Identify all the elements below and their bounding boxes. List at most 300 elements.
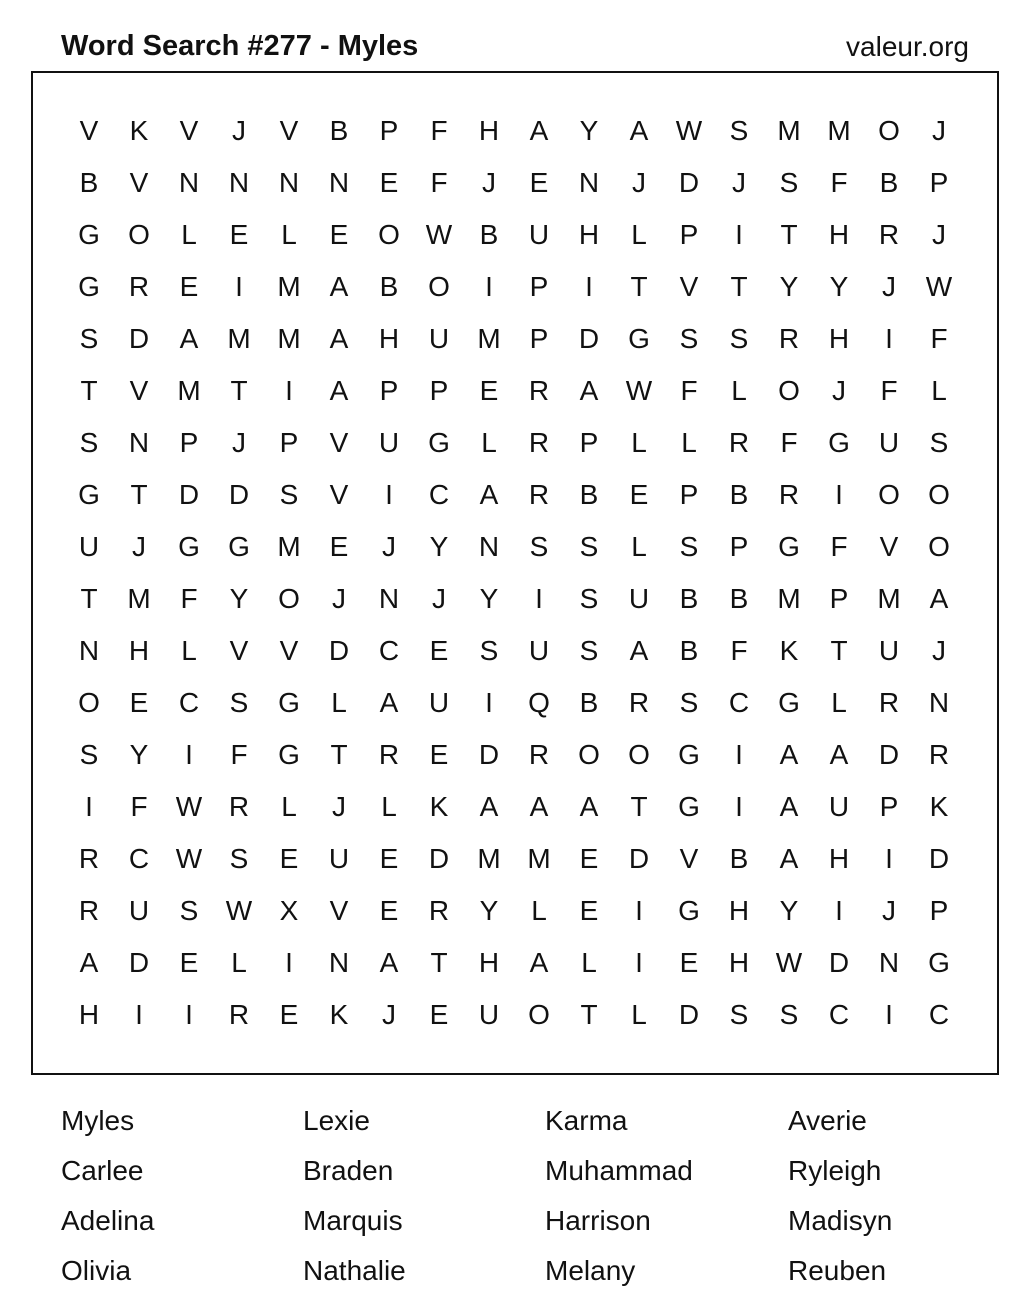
- grid-cell[interactable]: O: [878, 479, 900, 510]
- grid-cell[interactable]: U: [328, 843, 350, 874]
- grid-cell[interactable]: G: [828, 427, 850, 458]
- grid-cell[interactable]: F: [430, 115, 448, 146]
- grid-cell[interactable]: U: [478, 999, 500, 1030]
- grid-cell[interactable]: L: [731, 375, 747, 406]
- grid-cell[interactable]: C: [928, 999, 950, 1030]
- grid-cell[interactable]: L: [631, 999, 647, 1030]
- grid-cell[interactable]: L: [831, 687, 847, 718]
- grid-cell[interactable]: I: [585, 271, 593, 302]
- grid-cell[interactable]: S: [929, 427, 949, 458]
- grid-cell[interactable]: J: [232, 427, 246, 458]
- grid-cell[interactable]: S: [79, 427, 99, 458]
- grid-cell[interactable]: N: [278, 167, 300, 198]
- grid-cell[interactable]: M: [777, 115, 801, 146]
- grid-cell[interactable]: K: [129, 115, 149, 146]
- grid-cell[interactable]: N: [478, 531, 500, 562]
- grid-cell[interactable]: B: [329, 115, 349, 146]
- grid-cell[interactable]: R: [528, 427, 550, 458]
- grid-cell[interactable]: F: [430, 167, 448, 198]
- grid-cell[interactable]: B: [579, 687, 599, 718]
- grid-cell[interactable]: I: [235, 271, 243, 302]
- grid-cell[interactable]: C: [728, 687, 750, 718]
- grid-cell[interactable]: P: [679, 479, 699, 510]
- grid-cell[interactable]: A: [179, 323, 199, 354]
- grid-cell[interactable]: P: [529, 271, 549, 302]
- grid-cell[interactable]: I: [835, 895, 843, 926]
- grid-cell[interactable]: S: [529, 531, 549, 562]
- grid-cell[interactable]: I: [185, 999, 193, 1030]
- grid-cell[interactable]: F: [880, 375, 898, 406]
- grid-cell[interactable]: O: [278, 583, 300, 614]
- grid-cell[interactable]: F: [830, 167, 848, 198]
- grid-cell[interactable]: U: [878, 427, 900, 458]
- grid-cell[interactable]: U: [78, 531, 100, 562]
- grid-cell[interactable]: H: [578, 219, 600, 250]
- grid-cell[interactable]: T: [630, 791, 648, 822]
- grid-cell[interactable]: S: [729, 999, 749, 1030]
- grid-cell[interactable]: T: [630, 271, 648, 302]
- grid-cell[interactable]: I: [385, 479, 393, 510]
- grid-cell[interactable]: E: [529, 167, 549, 198]
- grid-cell[interactable]: A: [929, 583, 949, 614]
- grid-cell[interactable]: C: [178, 687, 200, 718]
- grid-cell[interactable]: Q: [528, 687, 550, 718]
- grid-cell[interactable]: K: [929, 791, 949, 822]
- grid-cell[interactable]: S: [779, 167, 799, 198]
- grid-cell[interactable]: Y: [479, 583, 499, 614]
- grid-cell[interactable]: B: [679, 635, 699, 666]
- grid-cell[interactable]: L: [481, 427, 497, 458]
- grid-cell[interactable]: V: [279, 115, 299, 146]
- grid-cell[interactable]: P: [579, 427, 599, 458]
- grid-cell[interactable]: J: [132, 531, 146, 562]
- grid-cell[interactable]: O: [928, 479, 950, 510]
- grid-cell[interactable]: D: [628, 843, 650, 874]
- grid-cell[interactable]: N: [78, 635, 100, 666]
- grid-cell[interactable]: S: [179, 895, 199, 926]
- grid-cell[interactable]: G: [278, 687, 300, 718]
- grid-cell[interactable]: E: [279, 999, 299, 1030]
- grid-cell[interactable]: O: [628, 739, 650, 770]
- grid-cell[interactable]: F: [730, 635, 748, 666]
- grid-cell[interactable]: O: [878, 115, 900, 146]
- grid-cell[interactable]: A: [529, 115, 549, 146]
- grid-cell[interactable]: O: [78, 687, 100, 718]
- grid-cell[interactable]: U: [828, 791, 850, 822]
- grid-cell[interactable]: F: [780, 427, 798, 458]
- grid-cell[interactable]: A: [629, 635, 649, 666]
- grid-cell[interactable]: P: [929, 895, 949, 926]
- grid-cell[interactable]: U: [378, 427, 400, 458]
- grid-cell[interactable]: T: [130, 479, 148, 510]
- grid-cell[interactable]: G: [78, 479, 100, 510]
- grid-cell[interactable]: A: [379, 687, 399, 718]
- grid-cell[interactable]: W: [225, 895, 253, 926]
- grid-cell[interactable]: Y: [779, 895, 799, 926]
- grid-cell[interactable]: Y: [129, 739, 149, 770]
- grid-cell[interactable]: B: [879, 167, 899, 198]
- grid-cell[interactable]: F: [930, 323, 948, 354]
- grid-cell[interactable]: A: [779, 739, 799, 770]
- grid-cell[interactable]: S: [579, 531, 599, 562]
- grid-cell[interactable]: L: [631, 531, 647, 562]
- grid-cell[interactable]: P: [929, 167, 949, 198]
- grid-cell[interactable]: J: [932, 635, 946, 666]
- grid-cell[interactable]: F: [180, 583, 198, 614]
- grid-cell[interactable]: H: [128, 635, 150, 666]
- grid-cell[interactable]: W: [425, 219, 453, 250]
- grid-cell[interactable]: U: [428, 323, 450, 354]
- grid-cell[interactable]: I: [735, 219, 743, 250]
- grid-cell[interactable]: O: [928, 531, 950, 562]
- grid-cell[interactable]: J: [882, 895, 896, 926]
- grid-cell[interactable]: S: [729, 115, 749, 146]
- grid-cell[interactable]: J: [882, 271, 896, 302]
- grid-cell[interactable]: M: [277, 271, 301, 302]
- grid-cell[interactable]: L: [281, 219, 297, 250]
- grid-cell[interactable]: J: [382, 531, 396, 562]
- grid-cell[interactable]: L: [631, 427, 647, 458]
- grid-cell[interactable]: S: [679, 323, 699, 354]
- grid-cell[interactable]: R: [128, 271, 150, 302]
- grid-cell[interactable]: G: [928, 947, 950, 978]
- grid-cell[interactable]: E: [379, 167, 399, 198]
- grid-cell[interactable]: R: [778, 323, 800, 354]
- grid-cell[interactable]: Y: [479, 895, 499, 926]
- grid-cell[interactable]: M: [827, 115, 851, 146]
- grid-cell[interactable]: I: [735, 739, 743, 770]
- grid-cell[interactable]: I: [85, 791, 93, 822]
- grid-cell[interactable]: A: [529, 791, 549, 822]
- grid-cell[interactable]: S: [579, 635, 599, 666]
- grid-cell[interactable]: L: [281, 791, 297, 822]
- grid-cell[interactable]: D: [478, 739, 500, 770]
- grid-cell[interactable]: O: [428, 271, 450, 302]
- grid-cell[interactable]: A: [579, 791, 599, 822]
- grid-cell[interactable]: F: [130, 791, 148, 822]
- grid-cell[interactable]: B: [379, 271, 399, 302]
- grid-cell[interactable]: L: [931, 375, 947, 406]
- grid-cell[interactable]: D: [678, 167, 700, 198]
- grid-cell[interactable]: A: [379, 947, 399, 978]
- grid-cell[interactable]: H: [378, 323, 400, 354]
- grid-cell[interactable]: J: [432, 583, 446, 614]
- grid-cell[interactable]: G: [178, 531, 200, 562]
- grid-cell[interactable]: P: [379, 375, 399, 406]
- grid-cell[interactable]: B: [729, 843, 749, 874]
- grid-cell[interactable]: R: [228, 791, 250, 822]
- grid-cell[interactable]: S: [479, 635, 499, 666]
- grid-cell[interactable]: M: [277, 323, 301, 354]
- grid-cell[interactable]: E: [429, 999, 449, 1030]
- grid-cell[interactable]: T: [430, 947, 448, 978]
- grid-cell[interactable]: D: [928, 843, 950, 874]
- grid-cell[interactable]: I: [135, 999, 143, 1030]
- grid-cell[interactable]: E: [429, 635, 449, 666]
- grid-cell[interactable]: B: [579, 479, 599, 510]
- grid-cell[interactable]: U: [528, 635, 550, 666]
- grid-cell[interactable]: I: [885, 843, 893, 874]
- grid-cell[interactable]: E: [279, 843, 299, 874]
- grid-cell[interactable]: H: [728, 895, 750, 926]
- grid-cell[interactable]: E: [579, 843, 599, 874]
- grid-cell[interactable]: J: [332, 791, 346, 822]
- grid-cell[interactable]: A: [829, 739, 849, 770]
- grid-cell[interactable]: G: [428, 427, 450, 458]
- grid-cell[interactable]: C: [128, 843, 150, 874]
- grid-cell[interactable]: S: [679, 531, 699, 562]
- grid-cell[interactable]: P: [179, 427, 199, 458]
- grid-cell[interactable]: W: [675, 115, 703, 146]
- grid-cell[interactable]: V: [329, 427, 349, 458]
- grid-cell[interactable]: P: [279, 427, 299, 458]
- grid-cell[interactable]: E: [329, 219, 349, 250]
- grid-cell[interactable]: V: [279, 635, 299, 666]
- grid-cell[interactable]: R: [628, 687, 650, 718]
- grid-cell[interactable]: H: [828, 323, 850, 354]
- grid-cell[interactable]: A: [579, 375, 599, 406]
- grid-cell[interactable]: S: [729, 323, 749, 354]
- grid-cell[interactable]: I: [885, 323, 893, 354]
- grid-cell[interactable]: J: [732, 167, 746, 198]
- grid-cell[interactable]: I: [285, 375, 293, 406]
- grid-cell[interactable]: E: [629, 479, 649, 510]
- grid-cell[interactable]: R: [778, 479, 800, 510]
- grid-cell[interactable]: O: [528, 999, 550, 1030]
- grid-cell[interactable]: D: [128, 947, 150, 978]
- grid-cell[interactable]: M: [527, 843, 551, 874]
- grid-cell[interactable]: B: [79, 167, 99, 198]
- grid-cell[interactable]: A: [479, 791, 499, 822]
- grid-cell[interactable]: V: [79, 115, 99, 146]
- grid-cell[interactable]: N: [928, 687, 950, 718]
- grid-cell[interactable]: P: [879, 791, 899, 822]
- grid-cell[interactable]: S: [579, 583, 599, 614]
- grid-cell[interactable]: L: [631, 219, 647, 250]
- grid-cell[interactable]: R: [78, 843, 100, 874]
- grid-cell[interactable]: W: [775, 947, 803, 978]
- grid-cell[interactable]: F: [830, 531, 848, 562]
- grid-cell[interactable]: T: [80, 375, 98, 406]
- grid-cell[interactable]: A: [329, 271, 349, 302]
- grid-cell[interactable]: I: [735, 791, 743, 822]
- grid-cell[interactable]: I: [535, 583, 543, 614]
- grid-cell[interactable]: A: [779, 791, 799, 822]
- grid-cell[interactable]: R: [228, 999, 250, 1030]
- grid-cell[interactable]: S: [229, 687, 249, 718]
- grid-cell[interactable]: T: [780, 219, 798, 250]
- grid-cell[interactable]: D: [228, 479, 250, 510]
- grid-cell[interactable]: U: [428, 687, 450, 718]
- grid-cell[interactable]: C: [378, 635, 400, 666]
- grid-cell[interactable]: R: [78, 895, 100, 926]
- grid-cell[interactable]: R: [528, 479, 550, 510]
- grid-cell[interactable]: R: [728, 427, 750, 458]
- grid-cell[interactable]: T: [80, 583, 98, 614]
- grid-cell[interactable]: G: [278, 739, 300, 770]
- grid-cell[interactable]: W: [925, 271, 953, 302]
- grid-cell[interactable]: R: [528, 375, 550, 406]
- grid-cell[interactable]: V: [679, 271, 699, 302]
- grid-cell[interactable]: J: [232, 115, 246, 146]
- grid-cell[interactable]: Y: [779, 271, 799, 302]
- grid-cell[interactable]: G: [678, 739, 700, 770]
- grid-cell[interactable]: W: [175, 791, 203, 822]
- grid-cell[interactable]: N: [328, 167, 350, 198]
- grid-cell[interactable]: J: [632, 167, 646, 198]
- grid-cell[interactable]: P: [379, 115, 399, 146]
- grid-cell[interactable]: J: [932, 219, 946, 250]
- grid-cell[interactable]: G: [778, 531, 800, 562]
- grid-cell[interactable]: R: [878, 219, 900, 250]
- grid-cell[interactable]: A: [529, 947, 549, 978]
- grid-cell[interactable]: S: [229, 843, 249, 874]
- grid-cell[interactable]: E: [379, 843, 399, 874]
- grid-cell[interactable]: J: [932, 115, 946, 146]
- grid-cell[interactable]: R: [878, 687, 900, 718]
- grid-cell[interactable]: J: [332, 583, 346, 614]
- grid-cell[interactable]: E: [329, 531, 349, 562]
- grid-cell[interactable]: N: [178, 167, 200, 198]
- grid-cell[interactable]: D: [128, 323, 150, 354]
- grid-cell[interactable]: F: [680, 375, 698, 406]
- grid-cell[interactable]: T: [730, 271, 748, 302]
- grid-cell[interactable]: G: [678, 895, 700, 926]
- grid-cell[interactable]: U: [628, 583, 650, 614]
- grid-cell[interactable]: V: [129, 375, 149, 406]
- grid-cell[interactable]: C: [428, 479, 450, 510]
- grid-cell[interactable]: I: [485, 271, 493, 302]
- grid-cell[interactable]: D: [328, 635, 350, 666]
- grid-cell[interactable]: M: [127, 583, 151, 614]
- grid-cell[interactable]: K: [329, 999, 349, 1030]
- grid-cell[interactable]: T: [580, 999, 598, 1030]
- grid-cell[interactable]: E: [229, 219, 249, 250]
- grid-cell[interactable]: I: [485, 687, 493, 718]
- grid-cell[interactable]: O: [778, 375, 800, 406]
- grid-cell[interactable]: I: [635, 947, 643, 978]
- grid-cell[interactable]: T: [830, 635, 848, 666]
- grid-cell[interactable]: L: [581, 947, 597, 978]
- grid-cell[interactable]: X: [279, 895, 299, 926]
- grid-cell[interactable]: P: [679, 219, 699, 250]
- grid-cell[interactable]: U: [528, 219, 550, 250]
- grid-cell[interactable]: A: [779, 843, 799, 874]
- grid-cell[interactable]: D: [828, 947, 850, 978]
- grid-cell[interactable]: O: [128, 219, 150, 250]
- grid-cell[interactable]: G: [78, 271, 100, 302]
- grid-cell[interactable]: E: [129, 687, 149, 718]
- grid-cell[interactable]: P: [529, 323, 549, 354]
- grid-cell[interactable]: N: [578, 167, 600, 198]
- grid-cell[interactable]: E: [579, 895, 599, 926]
- grid-cell[interactable]: G: [678, 791, 700, 822]
- grid-cell[interactable]: D: [428, 843, 450, 874]
- grid-cell[interactable]: G: [78, 219, 100, 250]
- grid-cell[interactable]: Y: [229, 583, 249, 614]
- grid-cell[interactable]: H: [828, 219, 850, 250]
- grid-cell[interactable]: R: [378, 739, 400, 770]
- grid-cell[interactable]: W: [625, 375, 653, 406]
- grid-cell[interactable]: N: [128, 427, 150, 458]
- grid-cell[interactable]: U: [878, 635, 900, 666]
- grid-cell[interactable]: M: [277, 531, 301, 562]
- grid-cell[interactable]: L: [181, 219, 197, 250]
- grid-cell[interactable]: H: [78, 999, 100, 1030]
- grid-cell[interactable]: M: [227, 323, 251, 354]
- grid-cell[interactable]: S: [79, 739, 99, 770]
- grid-cell[interactable]: A: [79, 947, 99, 978]
- grid-cell[interactable]: A: [479, 479, 499, 510]
- grid-cell[interactable]: C: [828, 999, 850, 1030]
- grid-cell[interactable]: R: [528, 739, 550, 770]
- grid-cell[interactable]: V: [679, 843, 699, 874]
- grid-cell[interactable]: E: [179, 271, 199, 302]
- grid-cell[interactable]: L: [181, 635, 197, 666]
- grid-cell[interactable]: V: [229, 635, 249, 666]
- grid-cell[interactable]: B: [679, 583, 699, 614]
- grid-cell[interactable]: A: [329, 375, 349, 406]
- grid-cell[interactable]: G: [778, 687, 800, 718]
- grid-cell[interactable]: S: [679, 687, 699, 718]
- grid-cell[interactable]: E: [379, 895, 399, 926]
- grid-cell[interactable]: V: [329, 479, 349, 510]
- grid-cell[interactable]: Y: [429, 531, 449, 562]
- grid-cell[interactable]: M: [477, 843, 501, 874]
- grid-cell[interactable]: P: [429, 375, 449, 406]
- grid-cell[interactable]: H: [828, 843, 850, 874]
- grid-cell[interactable]: N: [228, 167, 250, 198]
- grid-cell[interactable]: L: [381, 791, 397, 822]
- grid-cell[interactable]: V: [179, 115, 199, 146]
- grid-cell[interactable]: S: [79, 323, 99, 354]
- grid-cell[interactable]: L: [231, 947, 247, 978]
- grid-cell[interactable]: B: [729, 479, 749, 510]
- grid-cell[interactable]: G: [628, 323, 650, 354]
- grid-cell[interactable]: D: [578, 323, 600, 354]
- grid-cell[interactable]: S: [279, 479, 299, 510]
- grid-cell[interactable]: L: [681, 427, 697, 458]
- grid-cell[interactable]: S: [779, 999, 799, 1030]
- grid-cell[interactable]: N: [378, 583, 400, 614]
- grid-cell[interactable]: D: [178, 479, 200, 510]
- grid-cell[interactable]: T: [230, 375, 248, 406]
- grid-cell[interactable]: N: [878, 947, 900, 978]
- grid-cell[interactable]: B: [729, 583, 749, 614]
- grid-cell[interactable]: B: [479, 219, 499, 250]
- grid-cell[interactable]: I: [885, 999, 893, 1030]
- grid-cell[interactable]: J: [382, 999, 396, 1030]
- grid-cell[interactable]: I: [835, 479, 843, 510]
- grid-cell[interactable]: M: [877, 583, 901, 614]
- grid-cell[interactable]: R: [428, 895, 450, 926]
- grid-cell[interactable]: J: [482, 167, 496, 198]
- grid-cell[interactable]: D: [678, 999, 700, 1030]
- grid-cell[interactable]: G: [228, 531, 250, 562]
- grid-cell[interactable]: O: [578, 739, 600, 770]
- grid-cell[interactable]: K: [779, 635, 799, 666]
- grid-cell[interactable]: D: [878, 739, 900, 770]
- grid-cell[interactable]: E: [679, 947, 699, 978]
- grid-cell[interactable]: I: [635, 895, 643, 926]
- grid-cell[interactable]: K: [429, 791, 449, 822]
- grid-cell[interactable]: I: [185, 739, 193, 770]
- grid-cell[interactable]: W: [175, 843, 203, 874]
- grid-cell[interactable]: P: [829, 583, 849, 614]
- grid-cell[interactable]: V: [329, 895, 349, 926]
- grid-cell[interactable]: J: [832, 375, 846, 406]
- grid-cell[interactable]: Y: [579, 115, 599, 146]
